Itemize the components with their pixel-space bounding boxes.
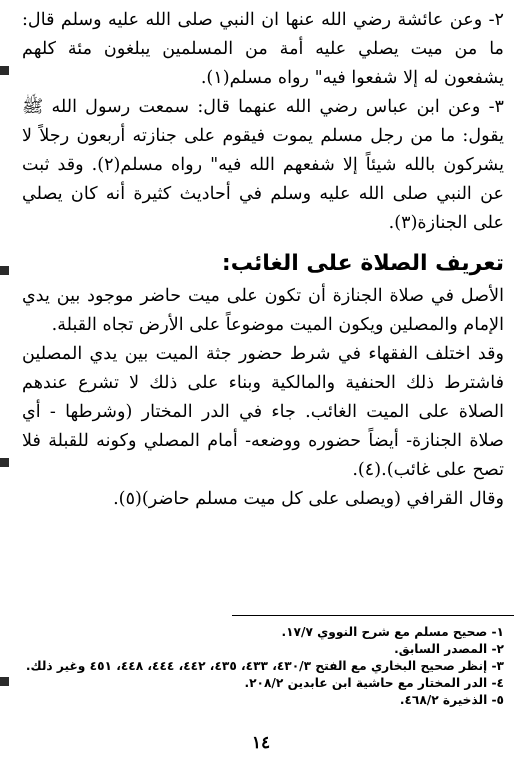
hadith-paragraph-3: ٣- وعن ابن عباس رضي الله عنهما قال: سمعت رسول الله ﷺ يقول: ما من رجل مسلم يموت فيقوم على جنازته أربعون رجلاً لا يشركون بالله شيئاً إلا شفعهم الله فيه" رواه مسلم(٢). وقد ثبت عن النبي صلى الله عليه وسلم في أحاديث كثيرة أنه كان يصلي على الجنازة(٣). <box>22 97 504 233</box>
body-paragraph-1: الأصل في صلاة الجنازة أن تكون على ميت حاضر موجود بين يدي الإمام والمصلين ويكون الميت موضوعاً على الأرض تجاه القبلة. <box>22 286 504 335</box>
body-paragraph-3: وقال القرافي (ويصلى على كل ميت مسلم حاضر)(٥). <box>113 489 504 509</box>
scan-margin-mark <box>0 66 9 75</box>
footnote-5: ٥- الذخيرة ٤٦٨/٢. <box>399 693 504 707</box>
page-number: ١٤ <box>251 733 271 753</box>
body-paragraph-2: وقد اختلف الفقهاء في شرط حضور جثة الميت بين يدي المصلين فاشترط ذلك الحنفية والمالكية وبناء على ذلك لا تشرع عندهم الصلاة على الميت الغائب. جاء في الدر المختار (وشرطها - أي صلاة الجنازة- أيضاً حضوره ووضعه- أمام المصلي وكونه للقبلة فلا تصح على غائب).(٤). <box>22 344 504 480</box>
hadith-paragraph-2: ٢- وعن عائشة رضي الله عنها ان النبي صلى الله عليه وسلم قال: ما من ميت يصلي عليه أمة من المسلمين يبلغون مئة كلهم يشفعون له إلا شفعوا فيه" رواه مسلم(١). <box>22 10 504 88</box>
main-text <box>22 6 504 514</box>
footnote-separator <box>232 615 514 616</box>
scan-margin-mark <box>0 266 9 275</box>
footnote-3: ٣- إنظر صحيح البخاري مع الفتح ٤٣٠/٣، ٤٣٣، ٤٣٥، ٤٤٢، ٤٤٤، ٤٤٨، ٤٥١ وغير ذلك. <box>25 659 504 673</box>
scan-margin-mark <box>0 458 9 467</box>
footnote-2: ٢- المصدر السابق. <box>394 642 504 656</box>
footnote-4: ٤- الدر المختار مع حاشية ابن عابدين ٢٠٨/٢. <box>244 676 504 690</box>
scan-margin-mark <box>0 677 9 686</box>
footnotes <box>16 624 504 709</box>
footnote-1: ١- صحيح مسلم مع شرح النووي ١٧/٧. <box>281 625 504 639</box>
section-heading: تعريف الصلاة على الغائب: <box>221 251 504 276</box>
